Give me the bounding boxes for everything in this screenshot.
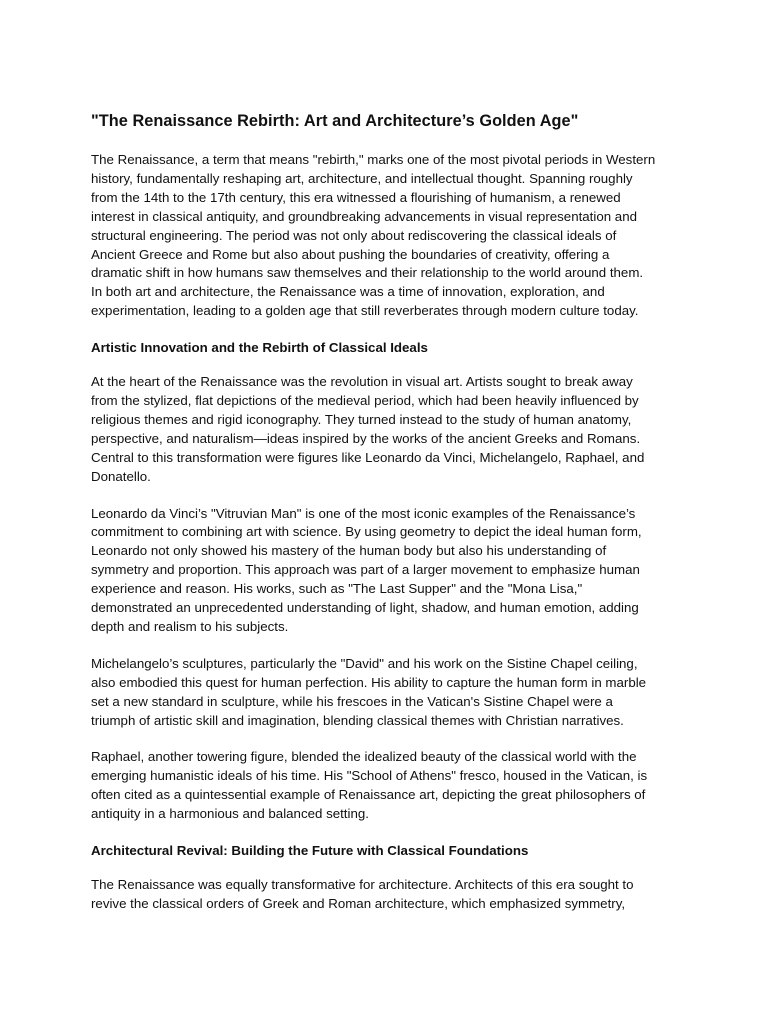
- leonardo-paragraph: [91, 505, 691, 637]
- section-heading-architectural-revival: Architectural Revival: Building the Future with Classical Foundations: [91, 843, 529, 859]
- text-line: revive the classical orders of Greek and Roman architecture, which emphasized symmetry,: [91, 895, 626, 911]
- text-line: dramatic shift in how humans saw themselves and their relationship to the world around them.: [91, 265, 644, 281]
- text-line: Central to this transformation were figures like Leonardo da Vinci, Michelangelo, Raphael, and: [91, 449, 645, 465]
- text-line: antiquity in a harmonious and balanced setting.: [91, 806, 369, 822]
- page-title: "The Renaissance Rebirth: Art and Architecture’s Golden Age": [91, 112, 579, 130]
- text-line: Leonardo da Vinci’s "Vitruvian Man" is one of the most iconic examples of the Renaissance’s: [91, 505, 636, 521]
- art-revolution-paragraph: [91, 373, 691, 486]
- document-body: [91, 110, 691, 932]
- text-line: set a new standard in sculpture, while his frescoes in the Vatican's Sistine Chapel were a: [91, 693, 613, 709]
- text-line: Ancient Greece and Rome but also about pushing the boundaries of creativity, offering a: [91, 246, 610, 262]
- text-line: structural engineering. The period was not only about rediscovering the classical ideals of: [91, 227, 617, 243]
- text-line: Raphael, another towering figure, blended the idealized beauty of the classical world with the: [91, 749, 637, 765]
- intro-paragraph: [91, 151, 691, 321]
- text-line: triumph of artistic skill and imagination, blending classical themes with Christian narratives.: [91, 712, 624, 728]
- michelangelo-paragraph: [91, 655, 691, 731]
- text-line: At the heart of the Renaissance was the revolution in visual art. Artists sought to break away: [91, 374, 633, 390]
- text-line: The Renaissance was equally transformative for architecture. Architects of this era sought to: [91, 877, 634, 892]
- text-line: In both art and architecture, the Renaissance was a time of innovation, exploration, and: [91, 284, 605, 300]
- text-line: demonstrated an unprecedented understanding of light, shadow, and human emotion, adding: [91, 600, 639, 616]
- text-line: commitment to combining art with science. By using geometry to depict the ideal human form,: [91, 524, 642, 540]
- text-line: history, fundamentally reshaping art, architecture, and intellectual thought. Spanning roughly: [91, 170, 633, 186]
- text-line: The Renaissance, a term that means "rebirth," marks one of the most pivotal periods in Western: [91, 152, 656, 167]
- text-line: Michelangelo’s sculptures, particularly the "David" and his work on the Sistine Chapel ceiling,: [91, 655, 638, 671]
- text-line: interest in classical antiquity, and groundbreaking advancements in visual representation and: [91, 208, 637, 224]
- text-line: also embodied this quest for human perfection. His ability to capture the human form in marble: [91, 674, 647, 690]
- text-line: from the stylized, flat depictions of the medieval period, which had been heavily influenced by: [91, 392, 639, 408]
- text-line: perspective, and naturalism—ideas inspired by the works of the ancient Greeks and Romans.: [91, 430, 641, 446]
- text-line: from the 14th to the 17th century, this era witnessed a flourishing of humanism, a renewed: [91, 189, 621, 205]
- text-line: Donatello.: [91, 468, 151, 484]
- text-line: Leonardo not only showed his mastery of the human body but also his understanding of: [91, 543, 607, 559]
- text-line: symmetry and proportion. This approach was part of a larger movement to emphasize human: [91, 562, 640, 578]
- text-line: experience and reason. His works, such as "The Last Supper" and the "Mona Lisa,": [91, 581, 583, 597]
- section-heading-artistic-innovation: Artistic Innovation and the Rebirth of Classical Ideals: [91, 340, 428, 356]
- text-line: depth and realism to his subjects.: [91, 618, 289, 634]
- text-line: emerging humanistic ideals of his time. His "School of Athens" fresco, housed in the Vatican, is: [91, 768, 648, 784]
- text-line: religious themes and rigid iconography. They turned instead to the study of human anatomy,: [91, 411, 632, 427]
- raphael-paragraph: [91, 748, 691, 824]
- architecture-paragraph: [91, 876, 691, 914]
- text-line: experimentation, leading to a golden age that still reverberates through modern culture today.: [91, 303, 639, 319]
- text-line: often cited as a quintessential example of Renaissance art, depicting the great philosophers of: [91, 787, 646, 803]
